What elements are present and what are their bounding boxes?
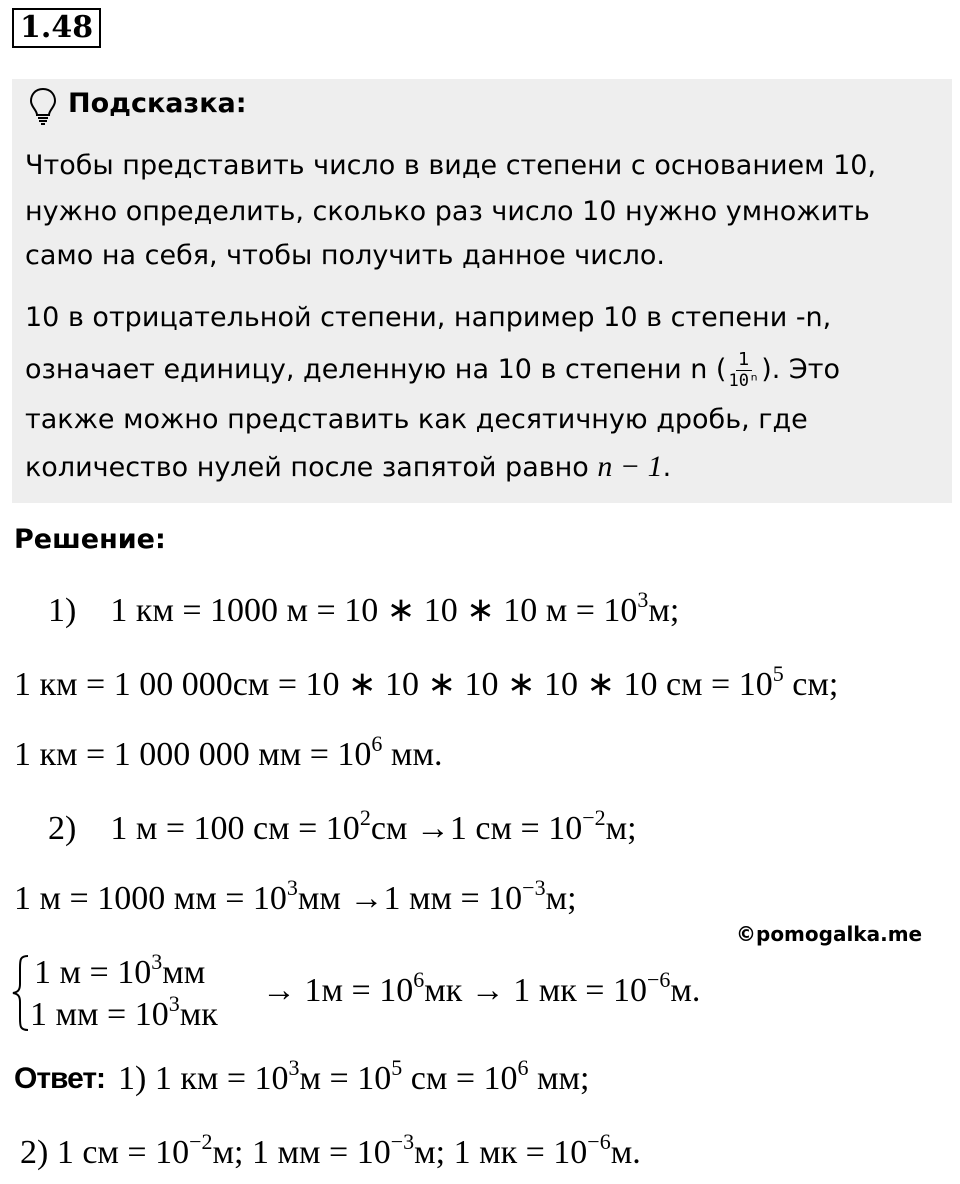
hint-para1-line2: нужно определить, сколько раз число 10 нужно умножить [25,196,870,227]
eq-text: 1 мм = 10 [30,996,169,1033]
eq-text: → 1м = 10 [262,972,414,1009]
system-line-2 [30,991,218,1034]
exponent: 6 [517,1055,529,1080]
system-brace-icon [10,954,32,1032]
answer-line-2 [20,1129,641,1172]
eq-text: мм →1 мм = 10 [297,880,523,917]
item-label: 1) [48,592,77,629]
equation-4 [48,805,637,848]
hint-text: . [662,452,672,483]
eq-text: 1 км = 1000 м = 10 ∗ 10 ∗ 10 м = 10 [110,592,638,629]
exponent: −6 [646,967,671,992]
fraction-denominator: 10ⁿ [728,371,760,391]
hint-text: ). Это [761,354,840,385]
eq-text: 1 м = 1000 мм = 10 [14,880,287,917]
hint-text: количество нулей после запятой равно [25,452,598,483]
eq-text: м; [545,880,577,917]
eq-text: мк → 1 мк = 10 [424,972,647,1009]
system-line-1 [34,949,206,992]
problem-number: 1.48 [12,8,101,48]
exponent: 3 [151,949,163,974]
lightbulb-icon [28,86,58,126]
hint-title: Подсказка: [68,88,247,119]
hint-para2-line4 [25,450,940,484]
exponent: −6 [587,1129,611,1154]
watermark: ©pomogalka.me [736,922,923,946]
math-expression: n − 1 [597,450,663,483]
hint-para1-line1 [25,150,940,181]
equation-2 [14,661,839,704]
eq-text: мм; [528,1060,590,1097]
exponent: −3 [390,1129,415,1154]
exponent: 3 [286,875,298,900]
exponent: 6 [371,731,383,756]
equation-5 [14,875,577,918]
exponent: 5 [772,661,784,686]
eq-text: м; [648,592,680,629]
eq-text: м; 1 мм = 10 [212,1134,391,1171]
fraction [728,350,759,391]
exponent: 3 [288,1055,300,1080]
solution-heading: Решение: [14,524,166,555]
equation-1 [48,587,680,630]
eq-text: м. [610,1134,641,1171]
eq-text: см; [783,666,839,703]
exponent: 3 [168,991,180,1016]
eq-text: 1 м = 10 [34,954,152,991]
eq-text: м; [605,810,637,847]
exponent: −2 [189,1129,213,1154]
exponent: 5 [391,1055,403,1080]
hint-para2-line3: также можно представить как десятичную дробь, где [25,404,808,435]
exponent: 3 [637,587,649,612]
exponent: 2 [359,805,371,830]
eq-text: 1 м = 100 см = 10 [110,810,360,847]
eq-text: мм [162,954,206,991]
eq-text: см →1 см = 10 [370,810,583,847]
exponent: −2 [582,805,606,830]
hint-text: означает единицу, деленную на 10 в степени n ( [25,354,727,385]
hint-text: Чтобы представить число в виде степени с основанием 10, [25,150,877,181]
eq-text: см = 10 [402,1060,518,1097]
item-label: 2) [48,810,77,847]
equation-3 [14,731,443,774]
exponent: 6 [413,967,425,992]
eq-text: 2) 1 см = 10 [20,1134,190,1171]
system-result [262,967,701,1010]
hint-para2-line1: 10 в отрицательной степени, например 10 в степени -n, [25,302,832,333]
eq-text: м; 1 мк = 10 [414,1134,588,1171]
hint-box [12,79,952,503]
answer-label: Ответ: [14,1062,106,1095]
eq-text: 1 км = 1 00 000см = 10 ∗ 10 ∗ 10 ∗ 10 ∗ 10 см = 10 [14,666,773,703]
eq-text: мк [179,996,218,1033]
fraction-numerator: 1 [738,349,750,370]
eq-text: 1 км = 1 000 000 мм = 10 [14,736,372,773]
eq-text: мм. [382,736,443,773]
exponent: −3 [522,875,546,900]
hint-para2-line2 [25,350,940,391]
eq-text: м. [670,972,701,1009]
answer-line-1 [118,1055,590,1098]
eq-text: м = 10 [299,1060,392,1097]
hint-para1-line3: само на себя, чтобы получить данное число. [25,240,665,271]
eq-text: 1) 1 км = 10 [118,1060,289,1097]
